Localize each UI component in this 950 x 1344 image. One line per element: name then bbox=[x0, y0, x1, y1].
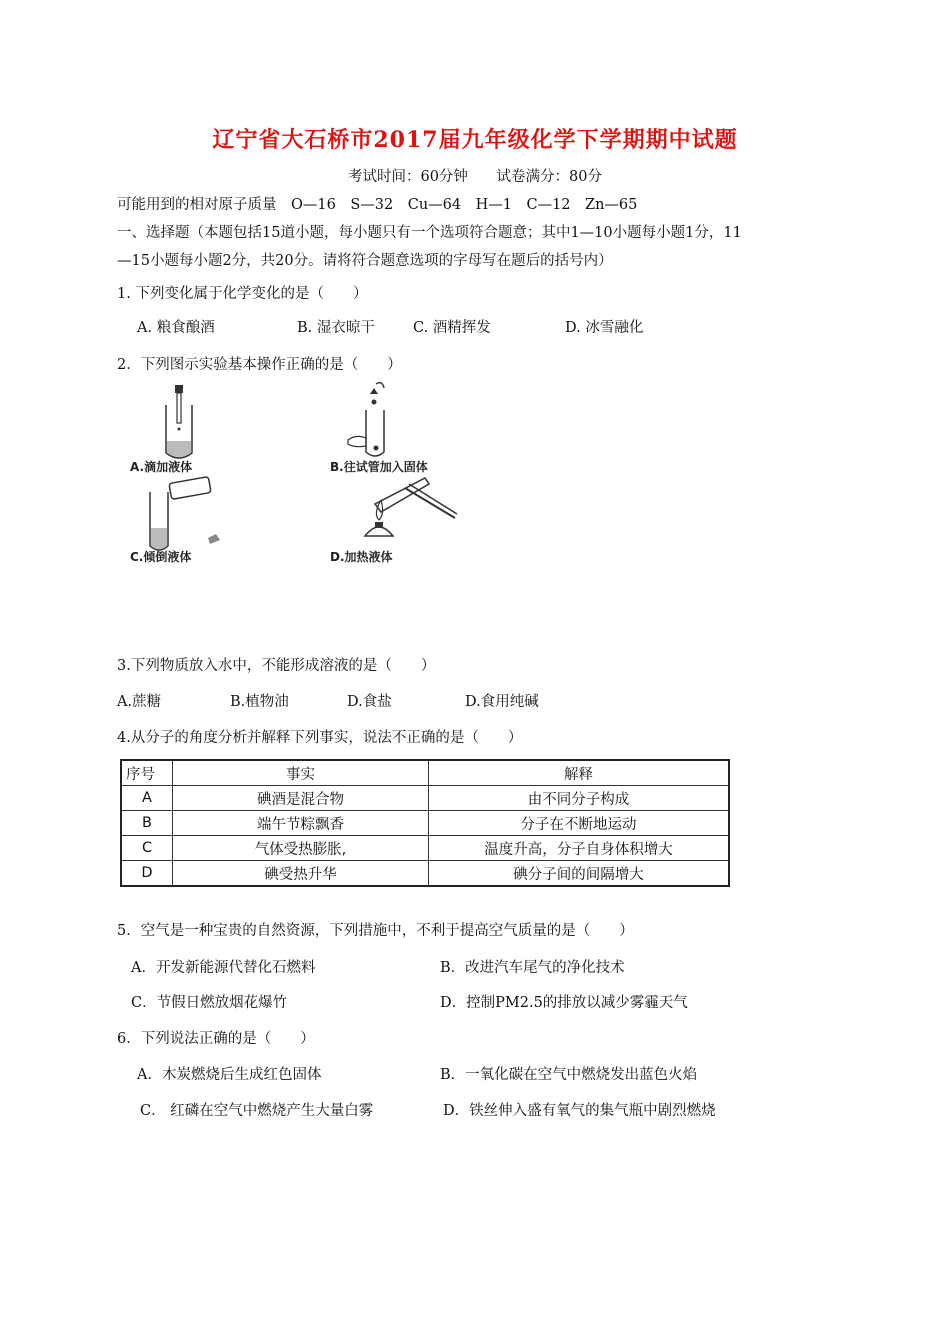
row-fact: 气体受热膨胀, bbox=[173, 836, 429, 861]
q5-option-a: A．开发新能源代替化石燃料 bbox=[131, 960, 316, 976]
exam-time: 考试时间：60分钟 bbox=[347, 169, 468, 185]
row-index: B bbox=[121, 811, 173, 836]
q5-option-c: C．节假日燃放烟花爆竹 bbox=[131, 995, 288, 1011]
dropper-test-tube-figure bbox=[150, 383, 210, 463]
q2-caption-d: D.加热液体 bbox=[330, 550, 393, 564]
section-instructions-line1: 一、选择题（本题包括15道小题，每小题只有一个选项符合题意；其中1—10小题每小题1分，11 bbox=[117, 225, 742, 241]
page-title: 辽宁省大石桥市2017届九年级化学下学期期中试题 bbox=[212, 127, 738, 153]
q3-option-c: D.食盐 bbox=[347, 694, 392, 710]
row-fact: 碘酒是混合物 bbox=[173, 786, 429, 811]
q3-option-a: A.蔗糖 bbox=[117, 694, 162, 710]
row-explanation: 分子在不断地运动 bbox=[429, 811, 730, 836]
heat-liquid-figure bbox=[345, 474, 460, 549]
q3-option-b: B.植物油 bbox=[230, 694, 289, 710]
row-fact: 碘受热升华 bbox=[173, 861, 429, 887]
header-fact: 事实 bbox=[173, 760, 429, 786]
row-index: A bbox=[121, 786, 173, 811]
q5-stem: 5．空气是一种宝贵的自然资源，下列措施中，不利于提高空气质量的是（ ） bbox=[117, 923, 634, 939]
header-explanation: 解释 bbox=[429, 760, 730, 786]
row-fact: 端午节粽飘香 bbox=[173, 811, 429, 836]
q5-option-b: B．改进汽车尾气的净化技术 bbox=[440, 960, 625, 976]
q6-option-c: C． 红磷在空气中燃烧产生大量白雾 bbox=[140, 1103, 374, 1119]
header-index: 序号 bbox=[121, 760, 173, 786]
row-index: D bbox=[121, 861, 173, 887]
q6-option-d: D．铁丝伸入盛有氧气的集气瓶中剧烈燃烧 bbox=[443, 1103, 716, 1119]
row-explanation: 碘分子间的间隔增大 bbox=[429, 861, 730, 887]
add-solid-figure bbox=[340, 380, 410, 460]
q3-stem: 3.下列物质放入水中，不能形成溶液的是（ ） bbox=[117, 658, 436, 674]
table-row bbox=[121, 861, 729, 887]
q5-option-d: D．控制PM2.5的排放以减少雾霾天气 bbox=[440, 995, 688, 1011]
q3-option-d: D.食用纯碱 bbox=[465, 694, 539, 710]
q2-stem: 2．下列图示实验基本操作正确的是（ ） bbox=[117, 357, 402, 373]
q1-option-c: C. 酒精挥发 bbox=[413, 320, 491, 336]
section-instructions-line2: —15小题每小题2分，共20分。请将符合题意选项的字母写在题后的括号内） bbox=[117, 253, 613, 269]
table-header-row bbox=[121, 760, 729, 786]
q2-caption-c: C.倾倒液体 bbox=[130, 550, 192, 564]
table-row bbox=[121, 811, 729, 836]
pour-liquid-figure bbox=[140, 474, 230, 554]
q2-caption-b: B.往试管加入固体 bbox=[330, 460, 428, 474]
q4-table bbox=[120, 759, 730, 887]
exam-score: 试卷满分：80分 bbox=[496, 169, 602, 185]
table-row bbox=[121, 786, 729, 811]
row-index: C bbox=[121, 836, 173, 861]
row-explanation: 温度升高，分子自身体积增大 bbox=[429, 836, 730, 861]
table-row bbox=[121, 836, 729, 861]
q6-stem: 6．下列说法正确的是（ ） bbox=[117, 1031, 315, 1047]
atomic-mass-line: 可能用到的相对原子质量 O—16 S—32 Cu—64 H—1 C—12 Zn—65 bbox=[117, 197, 638, 213]
q2-caption-a: A.滴加液体 bbox=[130, 460, 193, 474]
exam-info bbox=[0, 165, 950, 186]
q6-option-b: B．一氧化碳在空气中燃烧发出蓝色火焰 bbox=[440, 1067, 698, 1083]
q6-option-a: A．木炭燃烧后生成红色固体 bbox=[137, 1067, 322, 1083]
row-explanation: 由不同分子构成 bbox=[429, 786, 730, 811]
q4-stem: 4.从分子的角度分析并解释下列事实，说法不正确的是（ ） bbox=[117, 730, 523, 746]
q1-option-d: D. 冰雪融化 bbox=[565, 320, 644, 336]
q1-stem: 1. 下列变化属于化学变化的是（ ） bbox=[117, 286, 368, 302]
q1-option-a: A. 粮食酿酒 bbox=[137, 320, 215, 336]
q1-option-b: B. 湿衣晾干 bbox=[297, 320, 375, 336]
